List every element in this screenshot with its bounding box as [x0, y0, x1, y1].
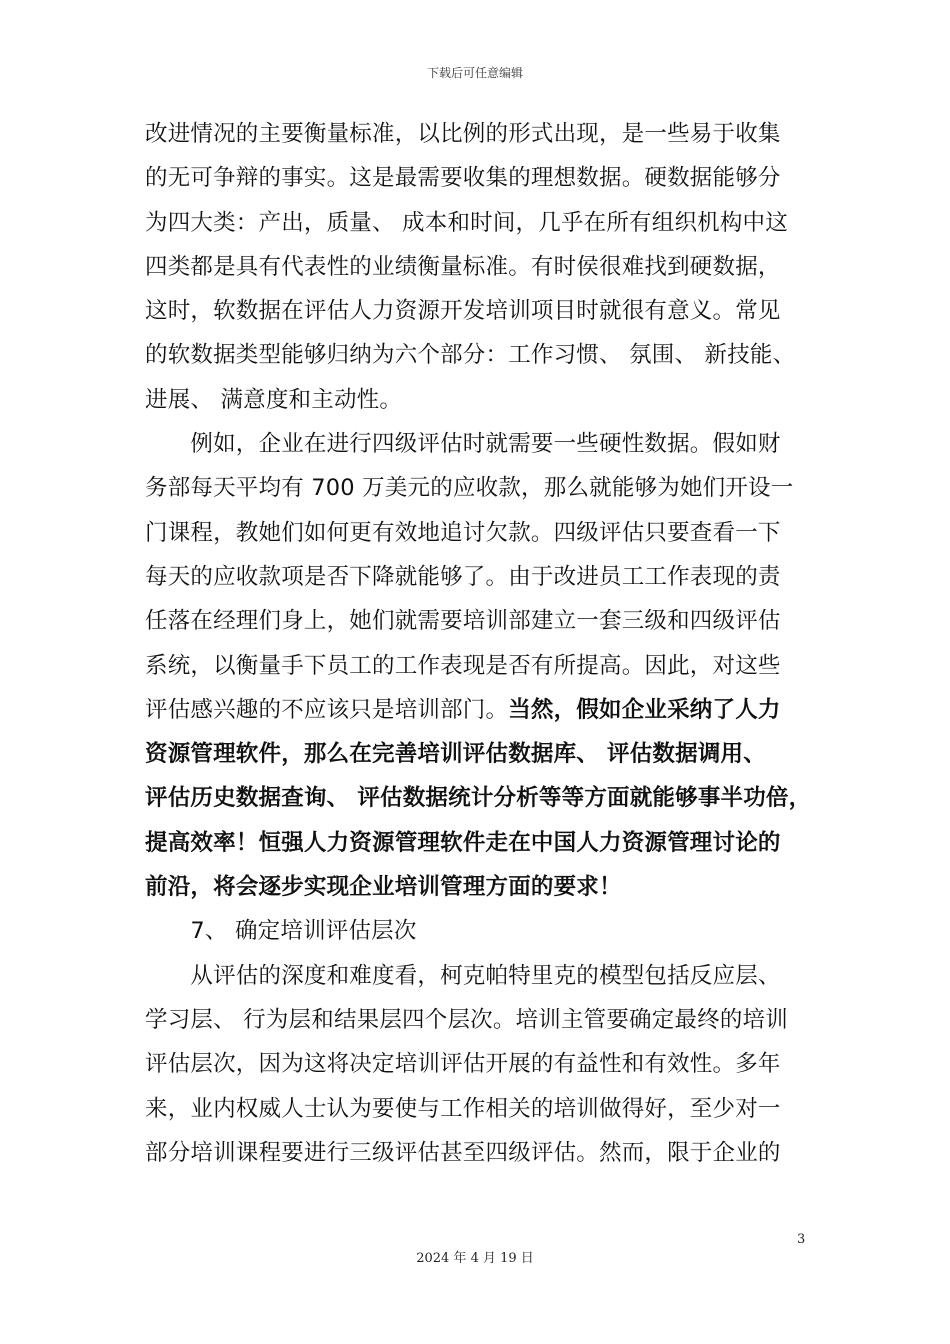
document-body [145, 112, 815, 1175]
text-line: 门课程，教她们如何更有效地追讨欠款。四级评估只要查看一下 [145, 519, 781, 546]
text-line: 的软数据类型能够归纳为六个部分：工作习惯、 氛围、 新技能、 [145, 342, 796, 369]
footer-date: 2024 年 4 月 19 日 [416, 1251, 534, 1266]
text-line: 7、 确定培训评估层次 [145, 918, 417, 945]
text-line: 任落在经理们身上，她们就需要培训部建立一套三级和四级评估 [145, 608, 781, 635]
text-line: 四类都是具有代表性的业绩衡量标准。有时侯很难找到硬数据， [145, 253, 781, 280]
text-line: 来，业内权威人士认为要使与工作相关的培训做得好，至少对一 [145, 1095, 781, 1122]
text-line: 每天的应收款项是否下降就能够了。由于改进员工工作表现的责 [145, 563, 781, 590]
text-line [145, 688, 815, 732]
text-line: 改进情况的主要衡量标准，以比例的形式出现，是一些易于收集 [145, 121, 781, 147]
text-line: 从评估的深度和难度看，柯克帕特里克的模型包括反应层、 [145, 962, 781, 989]
text-segment: 评估感兴趣的不应该只是培训部门。 [145, 696, 509, 723]
page-header: 下载后可任意编辑 [426, 66, 523, 80]
text-line: 系统，以衡量手下员工的工作表现是否有所提高。因此，对这些 [145, 652, 781, 679]
text-line: 进展、 满意度和主动性。 [145, 386, 403, 413]
bold-text-segment: 当然，假如企业采纳了人力 [508, 696, 781, 723]
text-line: 评估历史数据查询、 评估数据统计分析等等方面就能够事半功倍， [145, 785, 812, 812]
text-line: 前沿，将会逐步实现企业培训管理方面的要求！ [145, 874, 622, 901]
text-line: 的无可争辩的事实。这是最需要收集的理想数据。硬数据能够分 [145, 165, 781, 192]
text-line: 例如，企业在进行四级评估时就需要一些硬性数据。假如财 [145, 431, 781, 458]
text-line: 学习层、 行为层和结果层四个层次。培训主管要确定最终的培训 [145, 1006, 788, 1033]
text-line: 为四大类：产出，质量、 成本和时间，几乎在所有组织机构中这 [145, 209, 788, 236]
text-line: 提高效率！恒强人力资源管理软件走在中国人力资源管理讨论的 [145, 829, 781, 856]
text-line: 部分培训课程要进行三级评估甚至四级评估。然而，限于企业的 [145, 1139, 781, 1166]
page-number: 3 [797, 1232, 806, 1247]
text-line: 评估层次，因为这将决定培训评估开展的有益性和有效性。多年 [145, 1051, 781, 1078]
text-line: 这时，软数据在评估人力资源开发培训项目时就很有意义。常见 [145, 298, 781, 325]
text-line: 资源管理软件，那么在完善培训评估数据库、 评估数据调用、 [145, 741, 766, 768]
text-line: 务部每天平均有 700 万美元的应收款，那么就能够为她们开设一 [145, 475, 794, 502]
